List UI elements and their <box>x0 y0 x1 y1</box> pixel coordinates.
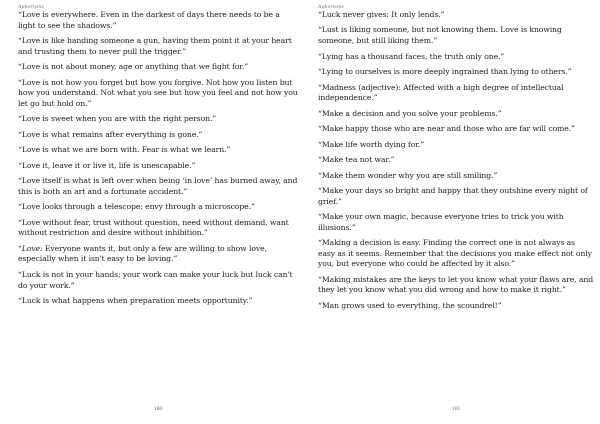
quote: “Make tea not war.” <box>318 155 395 165</box>
quote: “Love is not how you forget but how you forgive. Not how you listen but how you understand. Not what you see but how you feel and not how you let go but hold on.” <box>18 77 298 108</box>
quote: “Love is what remains after everything is gone.” <box>18 129 203 139</box>
quote: “Lying to ourselves is more deeply ingrained than lying to others.” <box>318 67 572 77</box>
left-quote-list <box>18 10 298 312</box>
quote: “Love is what we are born with. Fear is what we learn.” <box>18 145 231 155</box>
quote: “Love it, leave it or live it, life is unescapable.” <box>18 160 196 170</box>
quote <box>18 244 298 265</box>
quote: “Luck is what happens when preparation meets opportunity.” <box>18 296 253 306</box>
quote: “Luck never gives: It only lends.” <box>318 10 445 19</box>
quote: “Love is everywhere. Even in the darkest of days there needs to be a light to see the shadows.” <box>18 10 280 30</box>
quote: “Love looks through a telescope; envy through a microscope.” <box>18 202 255 212</box>
quote: “Lust is liking someone, but not knowing them. Love is knowing someone, but still liking them.” <box>318 25 562 46</box>
quote-body: Everyone wants it, but only a few are willing to show love, especially when it isn't easy to be loving.” <box>18 243 267 264</box>
quote: “Luck is not in your hands; your work can make your luck but luck can't do your work.” <box>18 269 293 290</box>
quote: “Make your own magic, because everyone tries to trick you with illusions.” <box>318 212 564 232</box>
page-number-right: 161 <box>451 407 461 412</box>
page-number-left: 160 <box>153 407 163 412</box>
quote: “Love itself is what is left over when being ‘in love’ has burned away, and this is both an art and a fortunate accident.” <box>18 176 298 196</box>
quote: “Making mistakes are the keys to let you know what your flaws are, and they let you know what you did wrong and how to make it right.” <box>318 274 594 295</box>
quote: “Make happy those who are near and those who are far will come.” <box>318 124 575 134</box>
running-head-right: Aphorisms <box>318 5 345 10</box>
right-page <box>318 0 594 424</box>
quote-lead: “Love: <box>18 243 43 253</box>
quote: “Man grows used to everything, the scoundrel!” <box>318 300 502 310</box>
left-page <box>18 0 298 424</box>
quote: “Make your days so bright and happy that they outshine every night of grief.” <box>318 186 588 206</box>
quote: “Making a decision is easy. Finding the correct one is not always as easy as it seems. Remember that the decisions you make effect not only you, but everyone who could be affected by it also.” <box>318 238 592 269</box>
quote: “Make life worth dying for.” <box>318 139 425 149</box>
right-quote-list <box>318 10 594 316</box>
running-head-left: Aphorisms <box>18 5 45 10</box>
quote: “Love is like handing someone a gun, having them point it at your heart and trusting them to never pull the trigger.” <box>18 36 292 56</box>
quote: “Lying has a thousand faces, the truth only one.” <box>318 51 505 61</box>
quote: “Madness (adjective): Affected with a high degree of intellectual independence.” <box>318 82 564 103</box>
quote: “Love without fear, trust without question, need without demand, want without restriction and desire without inhibition.” <box>18 217 289 238</box>
quote: “Make a decision and you solve your problems.” <box>318 108 502 118</box>
quote: “Love is sweet when you are with the right person.” <box>18 114 217 124</box>
quote: “Love is not about money, age or anything that we fight for.” <box>18 62 249 72</box>
quote: “Make them wonder why you are still smiling.” <box>318 170 498 180</box>
